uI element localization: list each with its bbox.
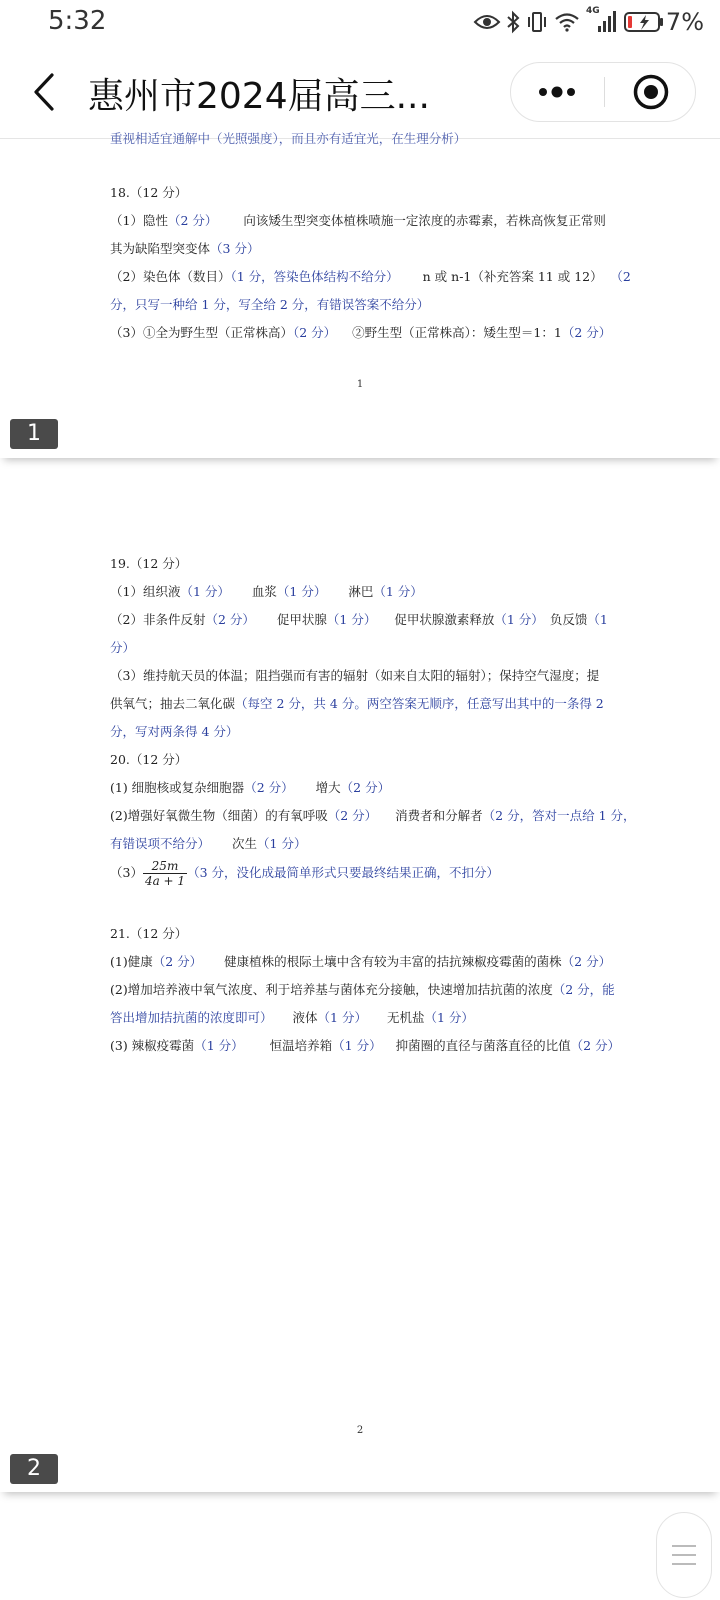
eye-icon [474, 13, 500, 31]
document-page-2 [0, 470, 720, 1492]
q21-line-3: 答出增加拮抗菌的浓度即可） 液体（1 分） 无机盐（1 分） [110, 1010, 474, 1025]
q18-line-3: （2）染色体（数目）（1 分，答染色体结构不给分） n 或 n-1（补充答案 11 或 12） （2 [110, 269, 631, 284]
wifi-icon [554, 12, 580, 32]
fraction-expression: $\frac{25m}{4a + 1}$ [144, 859, 186, 888]
q18-line-2: 其为缺陷型突变体（3 分） [110, 241, 260, 256]
page-number-2: 2 [356, 1425, 364, 1436]
q19-line-5: 供氧气；抽去二氧化碳（每空 2 分，共 4 分。两空答案无顺序，任意写出其中的一条得 2 [110, 696, 604, 711]
q18-line-4: 分，只写一种给 1 分，写全给 2 分，有错误答案不给分） [110, 297, 430, 312]
battery-percent: 7% [665, 8, 704, 36]
vibrate-icon [526, 11, 548, 33]
floating-menu-button[interactable] [656, 1512, 712, 1598]
back-button[interactable] [22, 70, 66, 114]
page-badge-1: 1 [10, 419, 58, 449]
status-time: 5:32 [48, 6, 107, 36]
q19-line-6: 分，写对两条得 4 分） [110, 724, 239, 739]
page-title: 惠州市2024届高三... [88, 76, 430, 117]
bluetooth-icon [506, 11, 520, 33]
q20-line-2: (2)增强好氧微生物（细菌）的有氧呼吸（2 分） 消费者和分解者（2 分，答对一点给 1 分， [110, 808, 636, 823]
q18-title: 18.（12 分） [110, 185, 188, 200]
q21-line-1: (1)健康（2 分） 健康植株的根际土壤中含有较为丰富的拮抗辣椒疫霉菌的菌株（2 分） [110, 954, 612, 969]
status-icons [474, 6, 664, 34]
q18-line-1: （1）隐性（2 分） 向该矮生型突变体植株喷施一定浓度的赤霉素，若株高恢复正常则 [110, 213, 606, 228]
back-arrow-icon [32, 72, 56, 112]
cutoff-text: 重视相适宜通解中（光照强度），而且亦有适宜光，在生理分析） [110, 131, 467, 146]
q19-line-2: （2）非条件反射（2 分） 促甲状腺（1 分） 促甲状腺激素释放（1 分） 负反馈（1 [110, 612, 608, 627]
q20-line-4: （3） $\frac{25m}{4a + 1}$ （3 分，没化成最简单形式只要最终结果正确，不扣分） [110, 859, 499, 888]
page-badge-2: 2 [10, 1454, 58, 1484]
q19-line-4: （3）维持航天员的体温；阻挡强而有害的辐射（如来自太阳的辐射）；保持空气湿度；提 [110, 668, 600, 683]
more-button[interactable] [511, 63, 603, 121]
signal-icon [586, 6, 618, 34]
page-number-1: 1 [356, 379, 364, 390]
q20-line-3: 有错误项不给分） 次生（1 分） [110, 836, 307, 851]
q21-line-2: (2)增加培养液中氧气浓度、利于培养基与菌体充分接触，快速增加拮抗菌的浓度（2 分，能 [110, 982, 615, 997]
q21-line-4: (3) 辣椒疫霉菌（1 分） 恒温培养箱（1 分） 抑菌圈的直径与菌落直径的比值（2 分） [110, 1038, 621, 1053]
network-label: 4G [586, 6, 600, 16]
mini-program-capsule [510, 62, 696, 122]
q18-line-5: （3）①全为野生型（正常株高）（2 分） ②野生型（正常株高）：矮生型＝1：1（2 分） [110, 325, 612, 340]
close-mini-program-button[interactable] [605, 63, 697, 121]
q19-title: 19.（12 分） [110, 556, 188, 571]
battery-icon [624, 11, 664, 33]
q20-title: 20.（12 分） [110, 752, 188, 767]
menu-lines-icon [670, 1542, 698, 1568]
q19-line-3: 分） [110, 640, 136, 655]
q20-line-1: (1) 细胞核或复杂细胞器（2 分） 增大（2 分） [110, 780, 391, 795]
q19-line-1: （1）组织液（1 分） 血浆（1 分） 淋巴（1 分） [110, 584, 423, 599]
q21-title: 21.（12 分） [110, 926, 188, 941]
more-dots-icon [537, 86, 577, 98]
status-bar [0, 0, 720, 46]
target-circle-icon [633, 74, 669, 110]
document-page-1 [0, 131, 720, 458]
